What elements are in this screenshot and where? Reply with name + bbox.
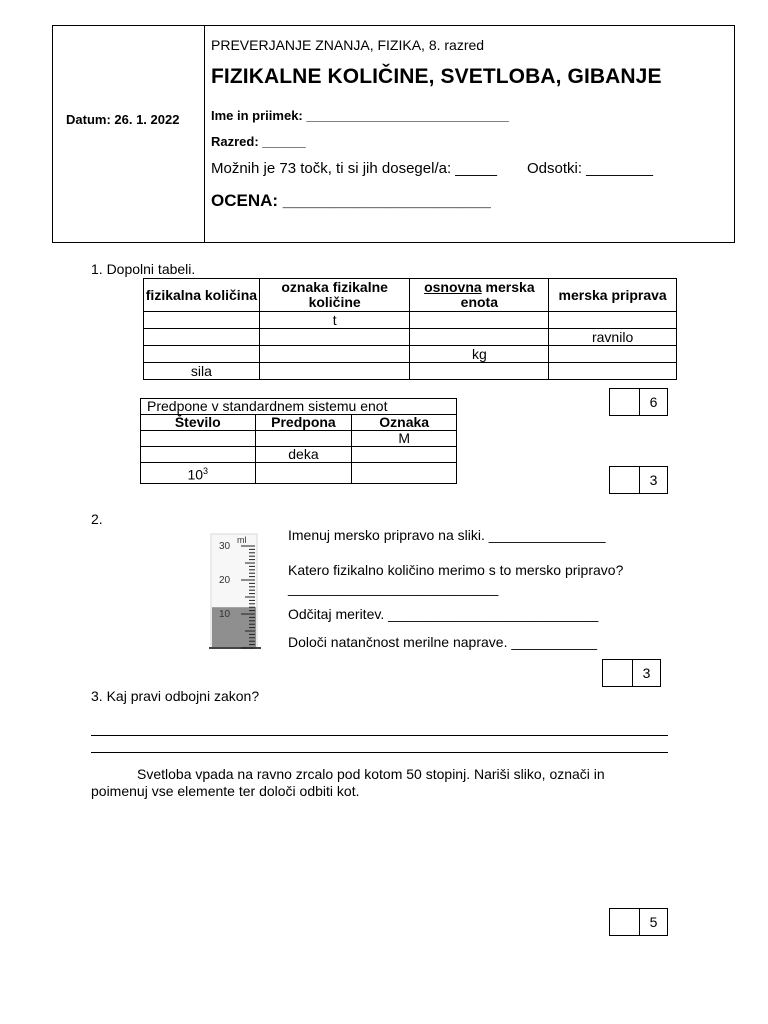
table-row: [141, 447, 457, 463]
name-field: Ime in priimek: ____________________________: [211, 108, 509, 123]
score-box: [602, 659, 661, 687]
score-box: [609, 908, 668, 936]
table-cell[interactable]: deka: [255, 447, 352, 463]
table-cell[interactable]: [255, 463, 352, 484]
score-blank[interactable]: [603, 660, 633, 686]
number-base: 10: [187, 466, 204, 483]
table-cell[interactable]: t: [259, 312, 410, 329]
table-cell[interactable]: [141, 463, 256, 484]
tick-label: 30: [219, 541, 231, 552]
question-2-line: Določi natančnost merilne naprave. ___________: [288, 634, 597, 650]
score-blank[interactable]: [610, 389, 640, 415]
col-header: Oznaka: [352, 415, 457, 431]
score-points: 3: [642, 665, 651, 681]
percent-field: Odsotki: ________: [527, 160, 653, 177]
table-row: [144, 329, 677, 346]
table-cell[interactable]: [144, 346, 260, 363]
score-points: 3: [649, 472, 658, 488]
table-cell[interactable]: [144, 329, 260, 346]
table-cell[interactable]: kg: [410, 346, 549, 363]
col-header: merska priprava: [549, 279, 677, 312]
score-blank[interactable]: [610, 909, 640, 935]
col-header-rest: merska enota: [460, 279, 535, 310]
table-cell[interactable]: [352, 463, 457, 484]
number-exponent: 3: [203, 465, 209, 476]
col-header: [410, 279, 549, 312]
test-date: Datum: 26. 1. 2022: [66, 112, 180, 127]
table-row: [141, 463, 457, 484]
question-2-label: 2.: [91, 511, 103, 527]
table-row: [144, 312, 677, 329]
grade-field: OCENA: ______________________: [211, 191, 491, 210]
score-points: 5: [649, 914, 658, 930]
question-3-task: Svetloba vpada na ravno zrcalo pod kotom 50 stopinj. Nariši sliko, označi in: [137, 766, 605, 782]
table-cell[interactable]: [549, 346, 677, 363]
tick-label: 10: [219, 609, 231, 620]
question-2-line: Katero fizikalno količino merimo s to mersko pripravo?: [288, 562, 624, 578]
table-cell[interactable]: [410, 312, 549, 329]
question-3-task: poimenuj vse elemente ter določi odbiti kot.: [91, 783, 360, 799]
col-header: fizikalna količina: [144, 279, 260, 312]
table-header-row: [144, 279, 677, 312]
question-3-label: 3. Kaj pravi odbojni zakon?: [91, 688, 260, 704]
table-cell[interactable]: [141, 431, 256, 447]
table-cell[interactable]: [410, 329, 549, 346]
table-cell[interactable]: [255, 431, 352, 447]
col-header: oznaka fizikalne količine: [259, 279, 410, 312]
score-points: 6: [649, 394, 658, 410]
table-cell[interactable]: [144, 312, 260, 329]
table-cell[interactable]: [410, 363, 549, 380]
table-cell[interactable]: [549, 312, 677, 329]
table-row: [144, 363, 677, 380]
table-cell[interactable]: [259, 346, 410, 363]
test-subtitle: PREVERJANJE ZNANJA, FIZIKA, 8. razred: [211, 37, 485, 53]
measuring-cylinder-image: [205, 530, 265, 654]
test-title: FIZIKALNE KOLIČINE, SVETLOBA, GIBANJE: [211, 65, 662, 88]
table-cell[interactable]: sila: [144, 363, 260, 380]
col-header: Število: [141, 415, 256, 431]
table-header-row: [141, 415, 457, 431]
points-field: Možnih je 73 točk, ti si jih dosegel/a: _____: [211, 160, 498, 177]
tick-label: 20: [219, 575, 231, 586]
table-cell[interactable]: [352, 447, 457, 463]
table-cell[interactable]: ravnilo: [549, 329, 677, 346]
unit-label: ml: [237, 535, 247, 545]
score-blank[interactable]: [610, 467, 640, 493]
table-cell[interactable]: [549, 363, 677, 380]
table-cell[interactable]: M: [352, 431, 457, 447]
table-row: [144, 346, 677, 363]
col-header: Predpona: [255, 415, 352, 431]
answer-line[interactable]: [91, 752, 668, 753]
score-box: [609, 466, 668, 494]
question-2-line: Odčitaj meritev. ___________________________: [288, 606, 599, 622]
question-1-label: 1. Dopolni tabeli.: [91, 261, 196, 277]
header-divider: [204, 25, 205, 243]
question-2-line: Imenuj mersko pripravo na sliki. _______________: [288, 527, 606, 543]
table-cell[interactable]: [259, 363, 410, 380]
table-cell[interactable]: [141, 447, 256, 463]
question-2-line: ___________________________: [288, 580, 499, 596]
table-caption: Predpone v standardnem sistemu enot: [141, 399, 457, 415]
table-row: [141, 431, 457, 447]
table-cell[interactable]: [259, 329, 410, 346]
prefix-table: [140, 398, 457, 484]
quantities-table: [143, 278, 677, 380]
col-header-underlined: osnovna: [424, 279, 482, 295]
table-caption-row: [141, 399, 457, 415]
score-box: [609, 388, 668, 416]
answer-line[interactable]: [91, 735, 668, 736]
class-field: Razred: ______: [211, 134, 306, 149]
